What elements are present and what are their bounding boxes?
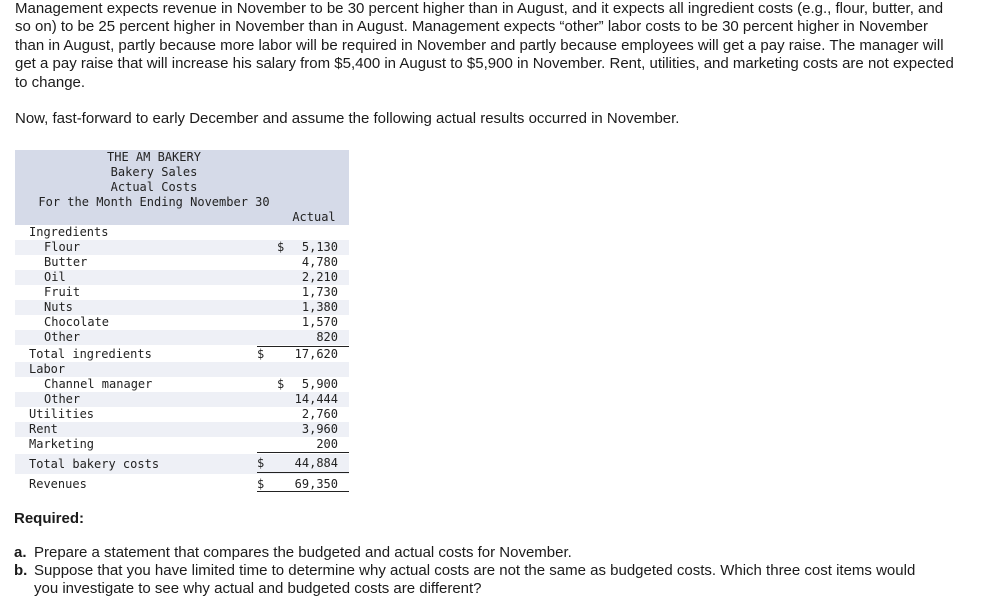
row-label: Total bakery costs xyxy=(29,457,160,471)
row-label: Other xyxy=(44,392,81,406)
table-row xyxy=(15,377,349,392)
table-row xyxy=(15,422,349,437)
labor-heading: Labor xyxy=(29,362,66,376)
table-row xyxy=(15,392,349,407)
report-header xyxy=(15,150,349,225)
requirement-text: Prepare a statement that compares the budgeted and actual costs for November. xyxy=(34,544,572,561)
dollar-sign: $ xyxy=(257,347,265,361)
table-row xyxy=(15,240,349,255)
row-label: Total ingredients xyxy=(29,347,152,361)
total-costs-row xyxy=(15,454,349,474)
column-header-actual: Actual xyxy=(292,210,336,224)
row-value: 820 xyxy=(316,330,338,344)
row-label: Other xyxy=(44,330,81,344)
row-value: 44,884 xyxy=(294,456,338,470)
row-label: Rent xyxy=(29,422,58,436)
row-label: Utilities xyxy=(29,407,95,421)
row-label: Chocolate xyxy=(44,315,110,329)
dollar-sign: $ xyxy=(277,240,285,254)
table-row xyxy=(15,315,349,330)
requirement-text: Suppose that you have limited time to determine why actual costs are not the same as budgeted costs. Which three cost items would you investigate to see why actual and budgeted costs are different? xyxy=(34,562,916,597)
row-value: 2,760 xyxy=(301,407,338,421)
ingredients-heading-row xyxy=(15,225,349,240)
dollar-sign: $ xyxy=(277,377,285,391)
actual-costs-report xyxy=(15,150,349,491)
table-row xyxy=(15,300,349,315)
row-value: 2,210 xyxy=(301,270,338,284)
table-row xyxy=(15,437,349,452)
row-value: 5,900 xyxy=(301,377,338,391)
report-company: THE AM BAKERY xyxy=(107,150,201,164)
requirement-letter: a. xyxy=(14,544,27,561)
total-ingredients-row xyxy=(15,347,349,362)
report-title: Bakery Sales xyxy=(110,165,198,179)
total-rule xyxy=(257,472,349,473)
total-rule xyxy=(257,491,349,492)
requirement-letter: b. xyxy=(14,562,28,579)
transition-paragraph: Now, fast-forward to early December and assume the following actual results occurred in November. xyxy=(15,110,680,127)
table-row xyxy=(15,330,349,345)
dollar-sign: $ xyxy=(257,456,265,470)
row-label: Marketing xyxy=(29,437,95,451)
table-row xyxy=(15,270,349,285)
row-value: 1,570 xyxy=(301,315,338,329)
row-value: 5,130 xyxy=(301,240,338,254)
table-row xyxy=(15,407,349,422)
required-heading: Required: xyxy=(14,510,85,527)
row-value: 3,960 xyxy=(301,422,338,436)
row-value: 1,380 xyxy=(301,300,338,314)
row-value: 69,350 xyxy=(294,477,338,491)
row-label: Butter xyxy=(44,255,88,269)
subtotal-rule xyxy=(257,452,349,453)
ingredients-heading: Ingredients xyxy=(29,225,109,239)
row-label: Oil xyxy=(44,270,66,284)
revenues-row xyxy=(15,476,349,492)
row-value: 1,730 xyxy=(301,285,338,299)
row-value: 200 xyxy=(316,437,338,451)
row-value: 4,780 xyxy=(301,255,338,269)
row-label: Flour xyxy=(44,240,81,254)
table-row xyxy=(15,285,349,300)
row-label: Nuts xyxy=(44,300,73,314)
row-value: 14,444 xyxy=(294,392,338,406)
row-label: Revenues xyxy=(29,477,87,491)
dollar-sign: $ xyxy=(257,477,265,491)
row-value: 17,620 xyxy=(294,347,338,361)
row-label: Fruit xyxy=(44,285,81,299)
report-period: For the Month Ending November 30 xyxy=(38,195,270,209)
report-subtitle: Actual Costs xyxy=(110,180,198,194)
labor-heading-row xyxy=(15,362,349,377)
intro-paragraph: Management expects revenue in November to be 30 percent higher than in August, and it expects all ingredient costs (e.g., flour, butter, and so on) to be 25 percent higher in November than in August. Management expects “other” labor costs to be 30 percent higher in November than in August, partly because more labor will be required in November and partly because employees will get a pay raise. The manager will get a pay raise that will increase his salary from $5,400 in August to $5,900 in November. Rent, utilities, and marketing costs are not expected to change. xyxy=(15,0,954,91)
row-label: Channel manager xyxy=(44,377,153,391)
table-row xyxy=(15,255,349,270)
